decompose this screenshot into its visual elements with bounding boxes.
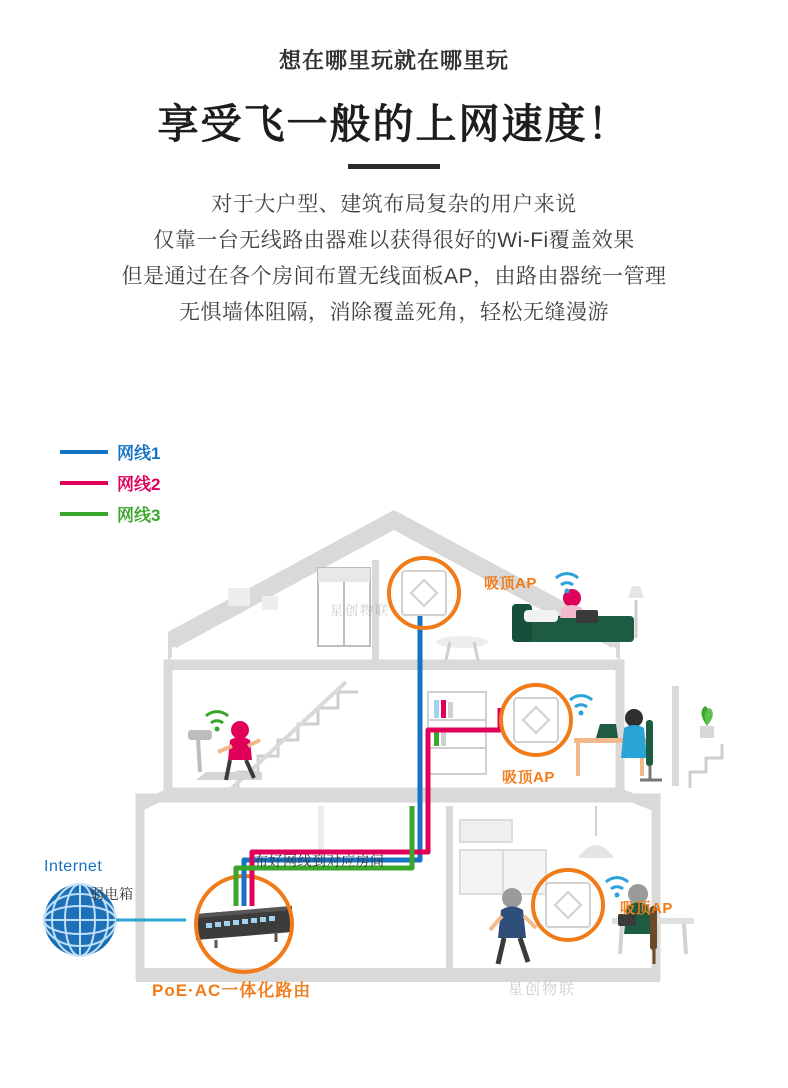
watermark: 星创物联 — [330, 603, 391, 618]
stair-rail-icon — [690, 744, 722, 788]
house-svg — [0, 420, 788, 1060]
header-body-line: 无惧墙体阻隔，消除覆盖死角，轻松无缝漫游 — [179, 301, 609, 324]
ap-label-second-floor: 吸顶AP — [502, 769, 555, 786]
page-title: 享受飞一般的上网速度！ — [157, 101, 631, 147]
wall-picture-icon — [262, 596, 278, 610]
weak-current-box-label: 弱电箱 — [90, 886, 134, 902]
header-body-line: 但是通过在各个房间布置无线面板AP，由路由器统一管理 — [121, 265, 667, 288]
plant-icon — [700, 706, 714, 738]
legend-label: 网线2 — [117, 475, 161, 494]
house-cutaway-diagram — [0, 420, 788, 1060]
header-block — [0, 44, 788, 331]
ap-label-attic: 吸顶AP — [484, 575, 537, 592]
header-body — [0, 187, 788, 331]
header-subtitle: 想在哪里玩就在哪里玩 — [278, 48, 509, 73]
cable-note-label: 布好网线到对应房间 — [254, 853, 385, 869]
router-label: PoE·AC一体化路由 — [152, 981, 312, 1000]
wall-picture-icon — [228, 588, 250, 606]
legend-label: 网线3 — [117, 506, 161, 525]
table-icon — [436, 636, 488, 648]
ap-label-ground-floor: 吸顶AP — [620, 900, 673, 917]
legend-label: 网线1 — [117, 444, 161, 463]
title-divider — [348, 164, 440, 169]
internet-label: Internet — [44, 858, 103, 875]
watermark: 星创物联 — [508, 981, 577, 998]
header-body-line: 仅靠一台无线路由器难以获得很好的Wi-Fi覆盖效果 — [153, 229, 635, 252]
bookshelf-icon — [428, 692, 486, 774]
header-body-line: 对于大户型、建筑布局复杂的用户来说 — [211, 193, 577, 216]
